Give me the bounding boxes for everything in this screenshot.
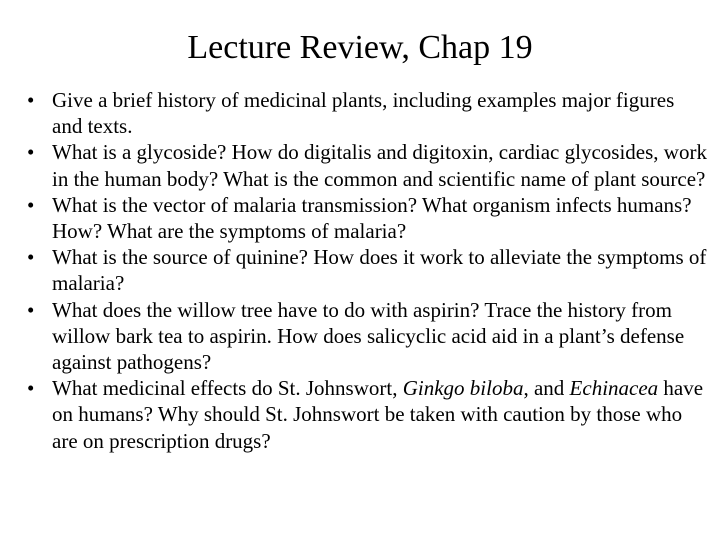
bullet-text: What is a glycoside? How do digitalis and digitoxin, cardiac glycosides, work in the human body? What is the common and scientific name of plant source? xyxy=(52,140,707,191)
bullet-item xyxy=(22,87,708,139)
bullet-marker: • xyxy=(27,245,35,270)
bullet-item xyxy=(22,244,708,296)
bullet-text: What does the willow tree have to do with aspirin? Trace the history from willow bark tea to aspirin. How does salicyclic acid aid in a plant’s defense against pathogens? xyxy=(52,297,685,375)
bullet-item xyxy=(22,375,708,454)
bullet-item xyxy=(22,297,708,376)
plant-name-italic: Ginkgo biloba xyxy=(402,376,524,401)
bullet-text-segment: , and xyxy=(523,376,570,401)
bullet-text-segment: have on humans? Why should St. Johnswort be taken with caution by those who are on prescription drugs? xyxy=(52,376,704,453)
bullet-marker: • xyxy=(27,140,35,165)
bullet-text-segment: What medicinal effects do St. Johnswort, xyxy=(52,376,403,401)
bullet-list xyxy=(22,87,708,454)
bullet-marker: • xyxy=(27,297,35,322)
bullet-text xyxy=(52,376,703,452)
bullet-text: Give a brief history of medicinal plants, including examples major figures and texts. xyxy=(52,88,675,139)
bullet-marker: • xyxy=(27,376,35,401)
slide-title: Lecture Review, Chap 19 xyxy=(187,29,533,66)
bullet-text: What is the source of quinine? How does it work to alleviate the symptoms of malaria? xyxy=(52,245,707,296)
bullet-marker: • xyxy=(27,192,35,217)
bullet-item xyxy=(22,139,708,191)
bullet-marker: • xyxy=(27,88,35,112)
bullet-text: What is the vector of malaria transmission? What organism infects humans? How? What are the symptoms of malaria? xyxy=(52,192,692,244)
plant-name-italic: Echinacea xyxy=(569,376,659,401)
bullet-item xyxy=(22,192,708,244)
